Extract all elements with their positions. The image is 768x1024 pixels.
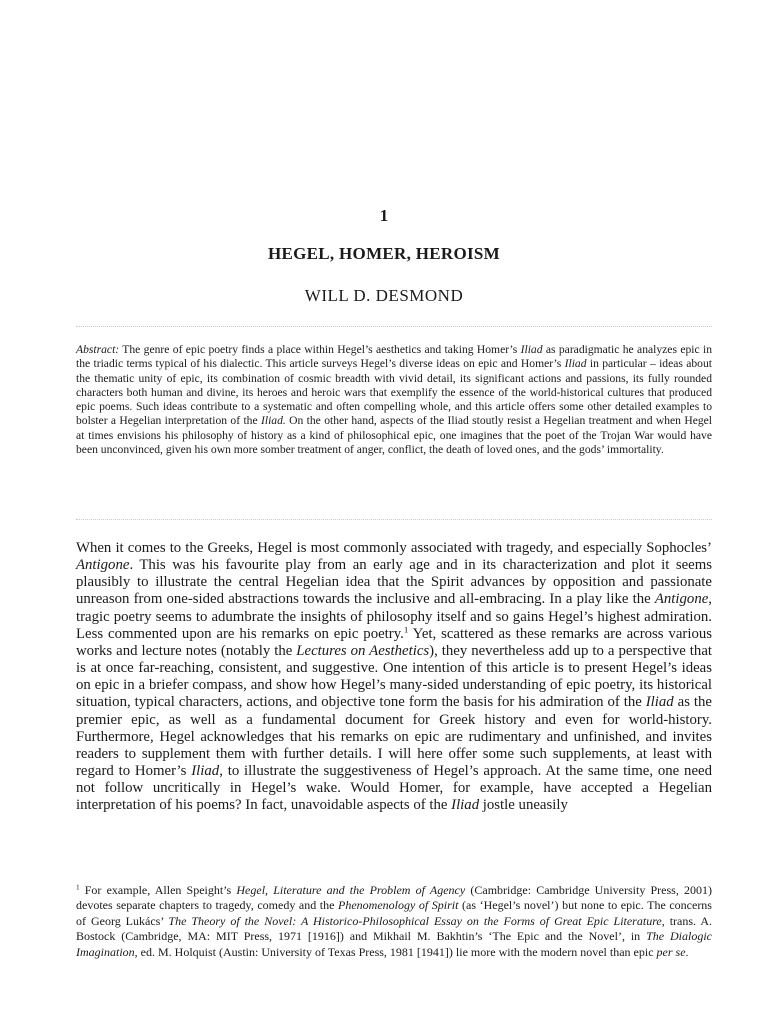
body-iliad: Iliad — [191, 763, 220, 780]
body-antigone: Antigone — [76, 557, 130, 574]
body-antigone: Antigone — [654, 591, 709, 608]
author-name: WILL D. DESMOND — [304, 286, 464, 305]
body-iliad: Iliad — [451, 797, 480, 814]
body-text: , to illustrate the suggestiveness of Hegel’s approach. At the same time, one need not follow uncritically in Hegel’s wake. Would Homer, for example, have accepted a Hegelian interpretation of his poems? In fact, unavoidable aspects of the — [76, 763, 712, 814]
abstract-text: in particular – ideas about the thematic unity of epic, its combination of cosmic breadth with vivid detail, its significant actions and passions, its fully rounded characters both human and divine, its heroes and heroic wars that exemplify the essence of the world-historical cultures that produced epic poems. Such ideas contribute to a systematic and often compelling whole, and this article offers some other detailed examples to bolster a Hegelian interpretation of the — [76, 357, 712, 428]
footnote-book-title: Phenomenology of Spirit — [338, 898, 459, 913]
footnote-text: , trans. A. Bostock (Cambridge, MA: MIT Press, 1971 [1916]) and Mikhail M. Bakhtin’s ‘The Epic and the Novel’, in — [76, 913, 712, 944]
abstract — [76, 343, 712, 457]
footnote-text: . — [685, 944, 689, 959]
footnote-number: 1 — [76, 883, 80, 892]
article-title: HEGEL, HOMER, HEROISM — [267, 244, 501, 263]
body-text: . This was his favourite play from an early age and in its characterization and plot it seems plausibly to illustrate the central Hegelian idea that the Spirit advances by opposition and passionate unreason from one-sided abstractions towards the inclusive and all-embracing. In a play like the — [76, 557, 712, 608]
body-iliad: Iliad — [645, 694, 674, 711]
footnote-text: For example, Allen Speight’s — [79, 883, 237, 897]
footnote-per-se: per se — [656, 944, 686, 959]
chapter-number: 1 — [379, 206, 389, 225]
abstract-text: as paradigmatic he analyzes epic in the triadic terms typical of his dialectic. This article surveys Hegel’s diverse ideas on epic and Homer’s — [76, 343, 712, 371]
abstract-top-rule — [76, 326, 712, 327]
body-text: ), they nevertheless add up to a perspective that is at once far-reaching, consistent, and suggestive. One intention of this article is to present Hegel’s ideas on epic in a briefer compass, and show how Hegel’s many-sided understanding of epic poetry, its historical situation, typical characters, actions, and objective tone form the basis for his admiration of the — [76, 642, 712, 711]
footnote-text: (Cambridge: Cambridge University Press, 2001) devotes separate chapters to tragedy, comedy and the — [76, 883, 712, 913]
footnote-book-title: Hegel, Literature and the Problem of Agency — [236, 883, 466, 897]
body-paragraph — [76, 540, 712, 815]
body-lectures-title: Lectures on Aesthetics — [296, 642, 430, 659]
body-text: , tragic poetry seems to adumbrate the insights of philosophy itself and so gains Hegel’s highest admiration. Less commented upon are his remarks on epic poetry. — [76, 591, 712, 642]
footnote-book-title: The Theory of the Novel: A Historico-Philosophical Essay on the Forms of Great Epic Literature — [168, 913, 662, 928]
footnote-text: , ed. M. Holquist (Austin: University of Texas Press, 1981 [1941]) lie more with the modern novel than epic — [134, 944, 657, 959]
abstract-bottom-rule — [76, 519, 712, 520]
footnote-book-title: The Dialogic Imagination — [76, 929, 712, 959]
body-text: When it comes to the Greeks, Hegel is most commonly associated with tragedy, and especially Sophocles’ — [76, 540, 712, 556]
abstract-iliad: Iliad. — [260, 414, 286, 428]
footnote-reference[interactable]: 1 — [403, 624, 409, 635]
abstract-iliad: Iliad — [520, 343, 543, 356]
abstract-text: On the other hand, aspects of the Iliad stoutly resist a Hegelian treatment and when Hegel at times envisions his philosophy of history as a kind of philosophical epic, one imagines that the poet of the Trojan War would have been unconvinced, given his own more somber treatment of anger, conflict, the death of loved ones, and the gods’ immortality. — [76, 414, 712, 457]
abstract-text: The genre of epic poetry finds a place within Hegel’s aesthetics and taking Homer’s — [119, 343, 521, 356]
body-text: as the premier epic, as well as a fundamental document for Greek history and even for world-history. Furthermore, Hegel acknowledges that his remarks on epic are rudimentary and unfinished, and invites readers to supplement them with further details. I will here offer some such supplements, at least with regard to Homer’s — [76, 694, 712, 780]
body-text: jostle uneasily — [479, 797, 568, 814]
abstract-label: Abstract: — [76, 343, 120, 356]
body-text: Yet, scattered as these remarks are across various works and lecture notes (notably the — [76, 625, 712, 659]
abstract-iliad: Iliad — [564, 357, 587, 371]
footnote — [76, 883, 712, 960]
footnote-text: (as ‘Hegel’s novel’) but none to epic. The concerns of Georg Lukács’ — [76, 898, 712, 928]
